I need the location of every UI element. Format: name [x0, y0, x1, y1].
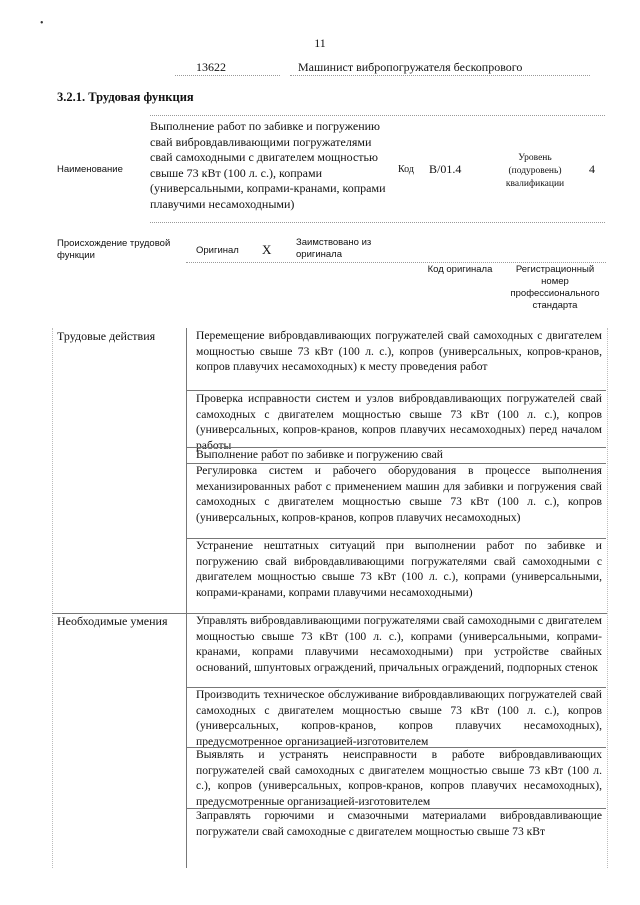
skill-item: Заправлять горючими и смазочными материалами вибровдавливающие погружатели свай самоходные с двигателем мощностью свыше 73 кВт — [196, 809, 602, 838]
header-bottom-line — [150, 222, 605, 223]
code-original-label: Код оригинала — [427, 264, 493, 275]
labor-actions-label: Трудовые действия — [57, 329, 156, 343]
original-mark: X — [262, 242, 272, 257]
function-code: B/01.4 — [429, 162, 462, 176]
skill-item: Выявлять и устранять неисправности в работе вибровдавливающих погружателей свай самоходных с двигателем мощностью свыше 73 кВт (100 л. с.), копров (универсальных, копров-кранов, копров плавучих несамоходных), предусмотренные организацией-изготовителем — [196, 748, 602, 808]
labor-action-item: Перемещение вибровдавливающих погружателей свай самоходных с двигателем мощностью свыше 73 кВт (100 л. с.), копров (универсальных, копров-кранов, копров плавучих несамоходных) к месту проведения работ — [196, 329, 602, 374]
required-skills-label: Необходимые умения — [57, 614, 168, 628]
page-number: 11 — [314, 36, 326, 50]
origin-label: Происхождение трудовой функции — [57, 238, 171, 261]
function-name: Выполнение работ по забивке и погружению свай вибровдавливающими погружателями свай самоходными с двигателем мощностью свыше 73 кВт (100 л. с.), копрами (универсальными, копрами-кранами, копрами плавучими несамоходными) — [150, 119, 386, 211]
qualification-level-label: Уровень (подуровень) квалификации — [505, 153, 565, 189]
profession-title: Машинист вибропогружателя бескопрового — [298, 60, 523, 74]
labor-action-item: Устранение нештатных ситуаций при выполнении работ по забивке и погружению свай вибровдавливающими погружателями свай самоходными с двигателем мощностью свыше 73 кВт (100 л. с.), копрами (универсальными, копрами-кранами, копрами плавучими несамоходными) — [196, 539, 602, 599]
table-right-edge — [607, 328, 608, 868]
registration-number-label: Регистрационный номер профессионального стандарта — [510, 264, 600, 311]
borrowed-label: Заимствовано из оригинала — [296, 237, 372, 260]
origin-line — [186, 262, 606, 263]
section-title: 3.2.1. Трудовая функция — [57, 90, 194, 104]
table-left-edge — [52, 328, 53, 868]
name-label: Наименование — [57, 164, 123, 175]
profession-code: 13622 — [196, 60, 226, 74]
header-top-line — [150, 115, 605, 116]
original-label: Оригинал — [196, 245, 239, 256]
scan-mark: • — [40, 18, 44, 29]
table-divider — [186, 328, 187, 868]
skill-item: Управлять вибровдавливающими погружателями свай самоходными с двигателем мощностью свыше 73 кВт (100 л. с.), копрами (универсальными, копрами-кранами, копрами плавучими несамоходными) при устройстве свайных оснований, шпунтовых ограждений, причальных ограждений, подпорных стенок — [196, 614, 602, 674]
profession-underline — [290, 75, 590, 76]
labor-action-item: Регулировка систем и рабочего оборудования в процессе выполнения механизированных работ с применением машин для забивки и погружения свай самоходных с двигателем мощностью свыше 73 кВт (100 л. с.), копров (универсальных, копров-кранов, копров плавучих несамоходных) — [196, 464, 602, 524]
skill-item: Производить техническое обслуживание вибровдавливающих погружателей свай самоходных с двигателем мощностью свыше 73 кВт (100 л. с.), копров (универсальных, копров-кранов, копров плавучих несамоходных), предусмотренное организацией-изготовителем — [196, 688, 602, 748]
labor-action-item: Проверка исправности систем и узлов вибровдавливающих погружателей свай самоходных с двигателем мощностью свыше 73 кВт (100 л. с.), копров (универсальных, копров-кранов, копров плавучих несамоходных) перед началом работы — [196, 392, 602, 452]
qualification-level-value: 4 — [589, 162, 595, 176]
code-label: Код — [398, 164, 414, 175]
code-underline — [175, 75, 280, 76]
labor-action-item: Выполнение работ по забивке и погружению свай — [196, 448, 443, 461]
